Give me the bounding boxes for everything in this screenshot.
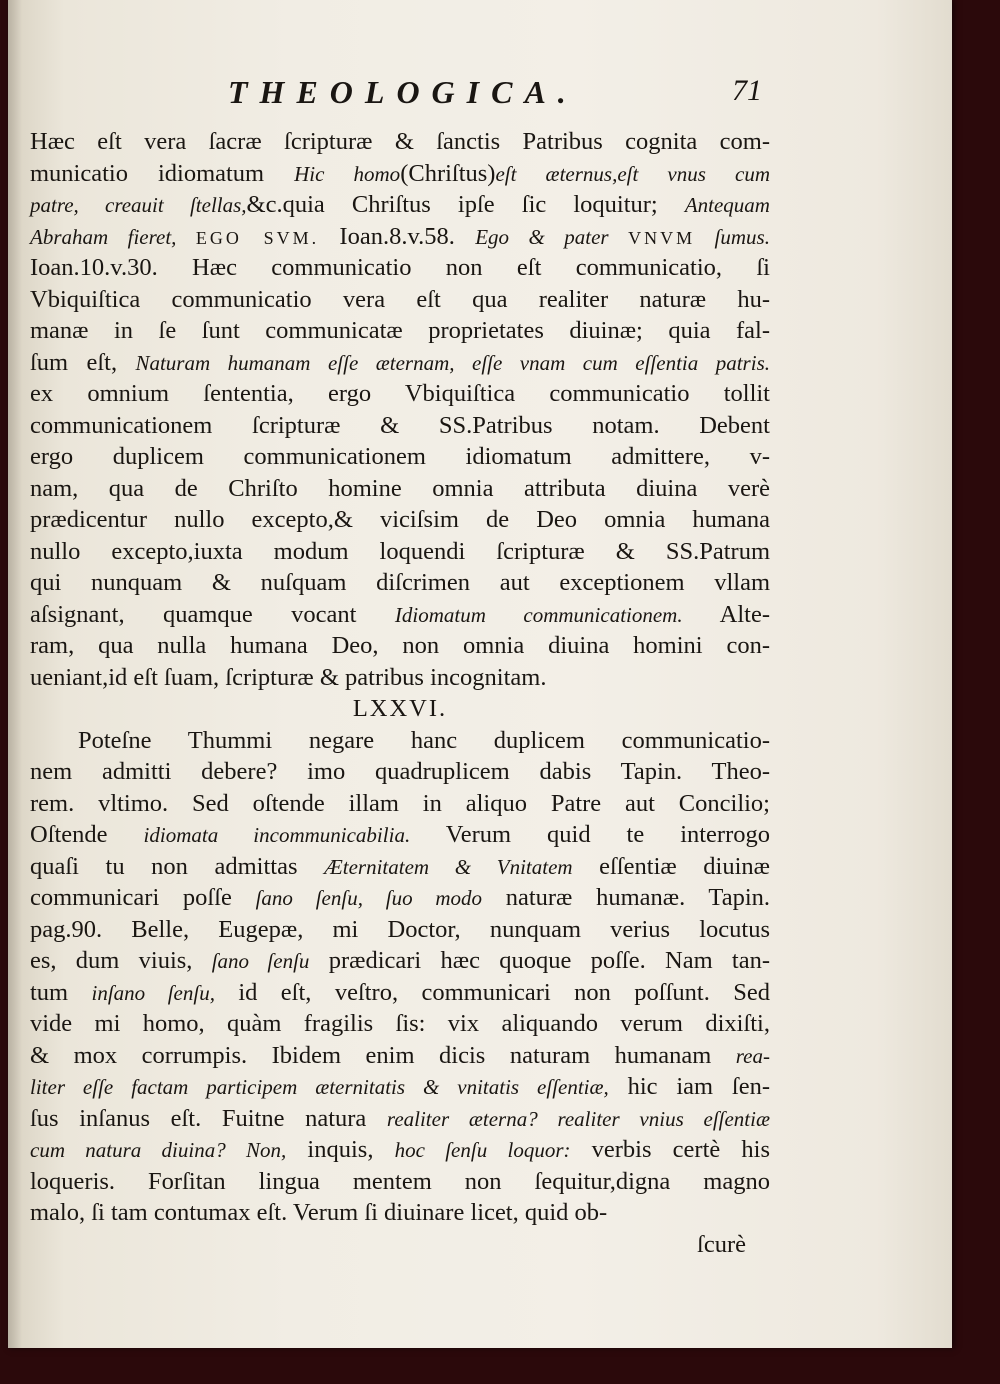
italic-text: Antequam	[684, 193, 770, 217]
text-segment: & mox corrumpis. Ibidem enim dicis naturam humanam	[30, 1041, 736, 1069]
text-segment: ſus inſanus eſt. Fuitne natura	[30, 1104, 387, 1132]
text-line	[30, 756, 770, 788]
text-line	[30, 378, 770, 410]
text-line	[30, 536, 770, 568]
text-segment: municatio idiomatum	[30, 159, 295, 187]
text-line	[30, 819, 770, 851]
text-segment: ſum eſt,	[30, 348, 136, 376]
text-line	[30, 788, 770, 820]
italic-text: Abraham fieret,	[30, 224, 196, 249]
italic-text: realiter æterna? realiter vnius eſſentiæ	[386, 1106, 770, 1131]
small-caps-text: EGO SVM.	[195, 227, 320, 248]
text-segment: aſsignant, quamque vocant	[30, 600, 395, 628]
text-line	[30, 410, 770, 442]
text-segment: qui nunquam & nuſquam diſcrimen aut exceptionem vllam	[30, 569, 770, 596]
italic-text: ſano ſenſu, ſuo modo	[255, 886, 483, 910]
text-line	[30, 630, 770, 662]
text-line	[30, 599, 770, 631]
text-segment: Verum quid te interrogo	[410, 821, 770, 848]
text-line	[30, 1166, 770, 1198]
book-page	[8, 0, 952, 1348]
text-segment: Poteſne Thummi negare hanc duplicem communicatio-	[78, 726, 770, 754]
text-segment: ueniant,id eſt ſuam, ſcripturæ & patribus incognitam.	[30, 663, 547, 691]
italic-text: Naturam humanam eſſe æternam, eſſe vnam cum eſſentia patris.	[135, 350, 770, 375]
text-segment: Alte-	[682, 600, 770, 628]
italic-text: inſano ſenſu,	[91, 980, 215, 1005]
text-line	[30, 1103, 770, 1135]
italic-text: eſt æternus,eſt vnus cum	[495, 161, 770, 186]
page-number: 71	[732, 74, 762, 107]
text-segment: rem. vltimo. Sed oſtende illam in aliquo Patre aut Concilio;	[30, 789, 770, 817]
italic-text: Hic homo	[294, 161, 401, 186]
text-segment: Oſtende	[30, 821, 144, 848]
text-line	[30, 126, 770, 158]
text-line	[30, 441, 770, 473]
text-segment: verbis certè his	[570, 1136, 771, 1163]
text-line	[30, 504, 770, 536]
text-segment: Ioan.8.v.58.	[319, 222, 476, 250]
text-segment: tum	[30, 978, 92, 1006]
body-text	[30, 126, 770, 1260]
text-line	[30, 221, 770, 253]
text-segment: pag.90. Belle, Eugepæ, mi Doctor, nunquam verius locutus	[30, 915, 770, 943]
page-gutter-shadow	[8, 0, 22, 1348]
text-segment: LXXVI.	[352, 695, 448, 722]
italic-text: ſano ſenſu	[211, 949, 310, 973]
text-segment: loqueris. Forſitan lingua mentem non ſequitur,digna magno	[30, 1167, 770, 1195]
catchword: ſcurè	[697, 1230, 746, 1258]
text-segment: communicationem ſcripturæ & SS.Patribus notam. Debent	[30, 411, 770, 439]
text-line	[30, 315, 770, 347]
text-segment: vide mi homo, quàm fragilis ſis: vix aliquando verum dixiſti,	[30, 1010, 770, 1037]
text-segment: malo, ſi tam contumax eſt. Verum ſi diuinare licet, quid ob-	[30, 1199, 608, 1226]
italic-text: idiomata incommunicabilia.	[143, 823, 411, 847]
text-segment: nullo excepto,iuxta modum loquendi ſcripturæ & SS.Patrum	[30, 537, 770, 565]
italic-text: cum natura diuina? Non,	[30, 1138, 287, 1162]
text-line	[30, 945, 770, 977]
text-line	[30, 567, 770, 599]
text-segment: inquis,	[286, 1136, 395, 1163]
text-segment: &c.quia Chriſtus ipſe ſic loquitur;	[246, 191, 685, 218]
text-segment: ram, qua nulla humana Deo, non omnia diuina homini con-	[30, 632, 770, 659]
text-line	[30, 1040, 770, 1072]
text-segment: Ioan.10.v.30. Hæc communicatio non eſt communicatio, ſi	[30, 254, 770, 281]
text-line	[30, 882, 770, 914]
text-segment: nem admitti debere? imo quadruplicem dabis Tapin. Theo-	[30, 758, 770, 785]
text-segment: naturæ humanæ. Tapin.	[482, 884, 770, 911]
text-line	[30, 1008, 770, 1040]
text-line	[30, 914, 770, 946]
italic-text: Idiomatum communicationem.	[394, 602, 683, 627]
running-title: THEOLOGICA.	[228, 74, 578, 110]
text-line	[30, 158, 770, 190]
text-line	[30, 662, 770, 694]
text-segment: communicari poſſe	[30, 884, 256, 911]
text-line	[30, 473, 770, 505]
small-caps-text: VNVM	[628, 227, 696, 248]
text-segment: hic iam ſen-	[608, 1073, 770, 1100]
italic-text: hoc ſenſu loquor:	[394, 1138, 571, 1162]
italic-text: patre, creauit ſtellas,	[30, 193, 247, 217]
text-line	[30, 252, 770, 284]
italic-text: Ego & pater	[475, 224, 629, 249]
text-segment: manæ in ſe ſunt communicatæ proprietates diuinæ; quia fal-	[30, 317, 770, 344]
text-segment: prædicari hæc quoque poſſe. Nam tan-	[309, 947, 770, 974]
text-segment: nam, qua de Chriſto homine omnia attributa diuina verè	[30, 474, 770, 502]
text-line	[30, 1134, 770, 1166]
text-line	[30, 851, 770, 883]
text-segment: prædicentur nullo excepto,& viciſsim de Deo omnia humana	[30, 506, 770, 533]
text-segment: (Chriſtus)	[400, 159, 496, 187]
italic-text: Æternitatem & Vnitatem	[324, 854, 573, 879]
text-line	[30, 977, 770, 1009]
text-segment: ergo duplicem communicationem idiomatum admittere, v-	[30, 443, 770, 470]
text-segment: es, dum viuis,	[30, 947, 212, 974]
text-segment: quaſi tu non admittas	[30, 852, 325, 880]
text-line	[30, 189, 770, 221]
text-line	[30, 725, 770, 757]
text-segment: eſſentiæ diuinæ	[572, 852, 770, 880]
text-line	[30, 347, 770, 379]
italic-text: ſumus.	[695, 224, 770, 249]
text-segment: ex omnium ſententia, ergo Vbiquiſtica communicatio tollit	[30, 380, 770, 407]
text-line	[30, 284, 770, 316]
section-number	[30, 693, 770, 725]
text-segment: Hæc eſt vera ſacræ ſcripturæ & ſanctis Patribus cognita com-	[30, 128, 770, 155]
text-segment: Vbiquiſtica communicatio vera eſt qua realiter naturæ hu-	[30, 285, 770, 313]
text-line	[30, 1071, 770, 1103]
text-line	[30, 1197, 770, 1229]
text-segment: id eſt, veſtro, communicari non poſſunt. Sed	[214, 978, 770, 1006]
italic-text: rea-	[735, 1043, 770, 1068]
italic-text: liter eſſe factam participem æternitatis & vnitatis eſſentiæ,	[30, 1075, 609, 1099]
